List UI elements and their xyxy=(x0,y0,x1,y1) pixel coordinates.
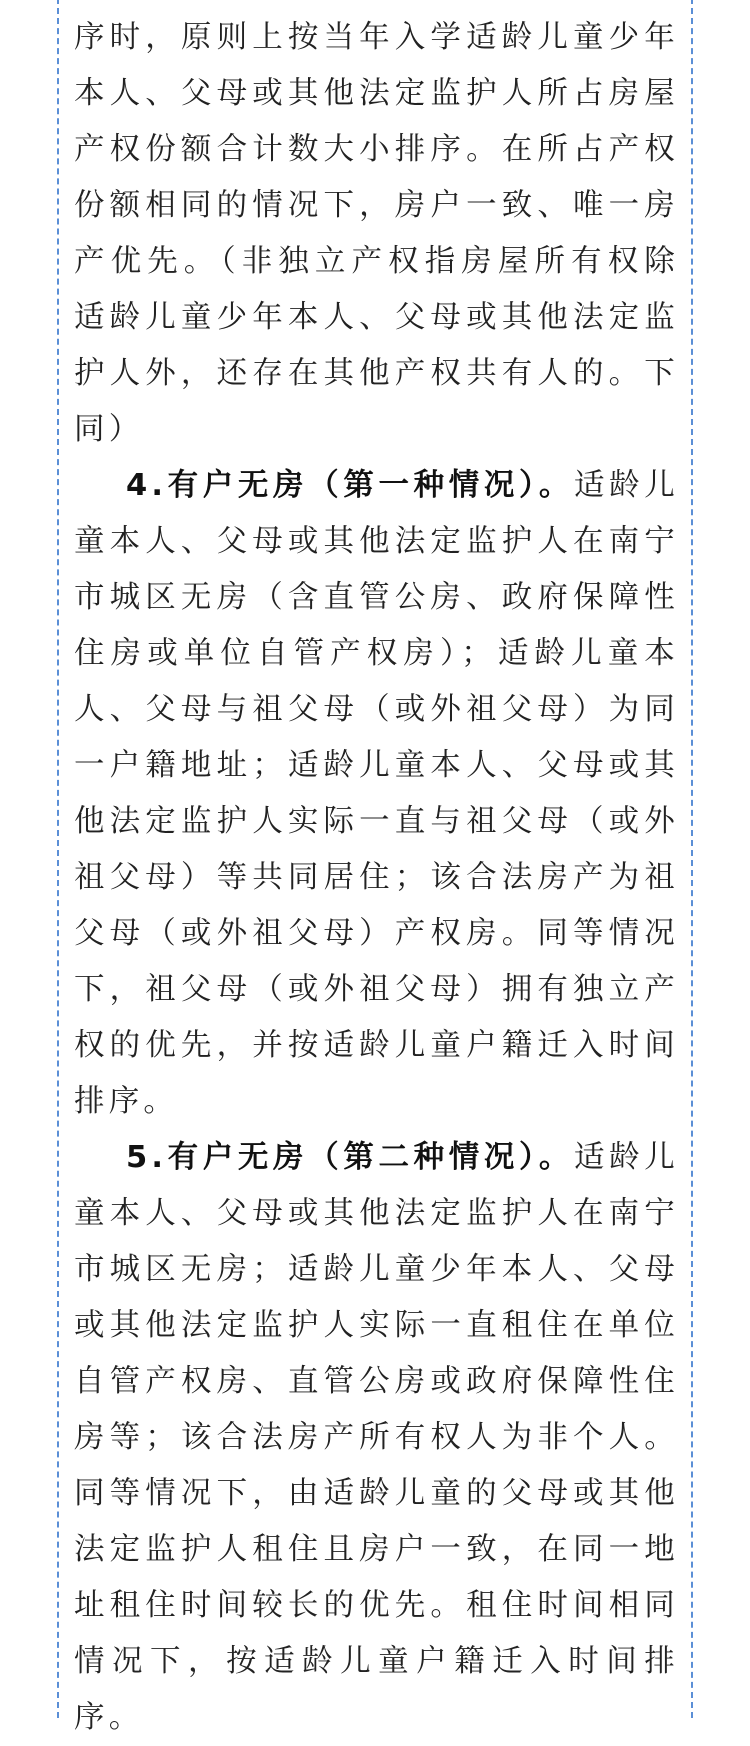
paragraph-item-4 xyxy=(74,458,679,1130)
item-5-heading: 5.有户无房（第二种情况）。 xyxy=(126,1140,575,1175)
paragraph-text: 序时，原则上按当年入学适龄儿童少年本人、父母或其他法定监护人所占房屋产权份额合计数大小排序。在所占产权份额相同的情况下，房户一致、唯一房产优先。（非独立产权指房屋所有权除适龄儿童少年本人、父母或其他法定监护人外，还存在其他产权共有人的。下同） xyxy=(74,20,679,447)
article-body xyxy=(74,10,679,1746)
item-4-heading: 4.有户无房（第一种情况）。 xyxy=(126,468,575,503)
item-5-text: 适龄儿童本人、父母或其他法定监护人在南宁市城区无房；适龄儿童少年本人、父母或其他法定监护人实际一直租住在单位自管产权房、直管公房或政府保障性住房等；该合法房产所有权人为非个人。同等情况下，由适龄儿童的父母或其他法定监护人租住且房户一致，在同一地址租住时间较长的优先。租住时间相同情况下，按适龄儿童户籍迁入时间排序。 xyxy=(74,1140,680,1735)
paragraph-continued xyxy=(74,10,679,458)
item-4-text: 适龄儿童本人、父母或其他法定监护人在南宁市城区无房（含直管公房、政府保障性住房或单位自管产权房）；适龄儿童本人、父母与祖父母（或外祖父母）为同一户籍地址；适龄儿童本人、父母或其他法定监护人实际一直与祖父母（或外祖父母）等共同居住；该合法房产为祖父母（或外祖父母）产权房。同等情况下，祖父母（或外祖父母）拥有独立产权的优先，并按适龄儿童户籍迁入时间排序。 xyxy=(74,468,680,1119)
paragraph-item-5 xyxy=(74,1130,679,1746)
